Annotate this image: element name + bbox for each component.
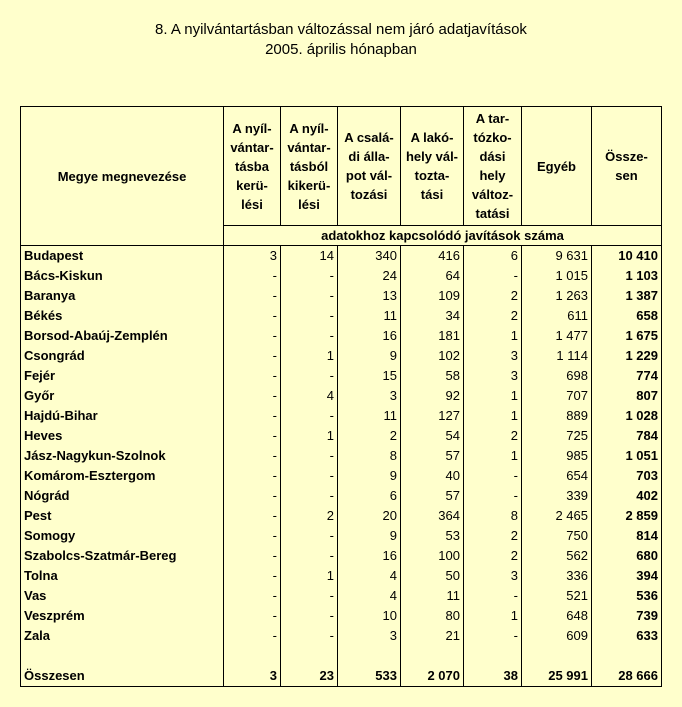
value-cell: 1	[464, 386, 522, 406]
value-cell: 2	[464, 286, 522, 306]
row-total-cell: 703	[592, 466, 662, 486]
value-cell: 2	[464, 306, 522, 326]
value-cell: -	[224, 626, 281, 646]
value-cell: 1	[464, 326, 522, 346]
value-cell: 889	[522, 406, 592, 426]
value-cell: 1	[281, 426, 338, 446]
row-total-cell: 1 229	[592, 346, 662, 366]
value-cell: 1	[464, 406, 522, 426]
value-cell: 9	[338, 346, 401, 366]
table-row	[21, 606, 662, 626]
value-cell: -	[281, 486, 338, 506]
col-header: A lakó-hely vál-tozta-tási	[401, 107, 464, 226]
county-name: Budapest	[21, 246, 224, 267]
value-cell: 9	[338, 526, 401, 546]
county-name: Hajdú-Bihar	[21, 406, 224, 426]
value-cell: -	[281, 446, 338, 466]
value-cell: 562	[522, 546, 592, 566]
table-row	[21, 446, 662, 466]
county-name: Borsod-Abaúj-Zemplén	[21, 326, 224, 346]
row-total-cell: 680	[592, 546, 662, 566]
value-cell: -	[224, 366, 281, 386]
value-cell: 100	[401, 546, 464, 566]
row-total-cell: 633	[592, 626, 662, 646]
value-cell: 521	[522, 586, 592, 606]
value-cell: 53	[401, 526, 464, 546]
value-cell: 15	[338, 366, 401, 386]
table-body	[21, 246, 662, 687]
spacer-cell	[401, 646, 464, 666]
value-cell: 9	[338, 466, 401, 486]
value-cell: 9 631	[522, 246, 592, 267]
value-cell: 533	[338, 666, 401, 687]
value-cell: 4	[338, 566, 401, 586]
value-cell: -	[464, 466, 522, 486]
value-cell: -	[281, 586, 338, 606]
value-cell: 725	[522, 426, 592, 446]
value-cell: -	[224, 546, 281, 566]
spacer-cell	[224, 646, 281, 666]
row-total-cell: 402	[592, 486, 662, 506]
value-cell: -	[281, 546, 338, 566]
value-cell: 2 465	[522, 506, 592, 526]
value-cell: 4	[338, 586, 401, 606]
value-cell: 50	[401, 566, 464, 586]
value-cell: 1	[464, 606, 522, 626]
table-row	[21, 266, 662, 286]
table-row	[21, 566, 662, 586]
value-cell: 64	[401, 266, 464, 286]
title-block	[0, 20, 682, 60]
value-cell: 10	[338, 606, 401, 626]
col-header: A csalá-di álla-pot vál-tozási	[338, 107, 401, 226]
value-cell: 1	[281, 566, 338, 586]
value-cell: -	[224, 486, 281, 506]
county-header: Megye megnevezése	[21, 107, 224, 246]
value-cell: -	[224, 426, 281, 446]
value-cell: 20	[338, 506, 401, 526]
value-cell: 3	[224, 246, 281, 267]
row-total-cell: 814	[592, 526, 662, 546]
value-cell: 8	[464, 506, 522, 526]
county-name: Veszprém	[21, 606, 224, 626]
row-total-cell: 1 103	[592, 266, 662, 286]
value-cell: 1	[281, 346, 338, 366]
col-header: A nyíl-vántar-tásba kerü-lési	[224, 107, 281, 226]
value-cell: 698	[522, 366, 592, 386]
value-cell: -	[224, 286, 281, 306]
value-cell: 127	[401, 406, 464, 426]
value-cell: -	[224, 466, 281, 486]
table-row	[21, 286, 662, 306]
value-cell: 8	[338, 446, 401, 466]
value-cell: 1 263	[522, 286, 592, 306]
row-total-cell: 1 387	[592, 286, 662, 306]
county-name: Pest	[21, 506, 224, 526]
row-total-cell: 1 051	[592, 446, 662, 466]
value-cell: -	[281, 306, 338, 326]
value-cell: 38	[464, 666, 522, 687]
value-cell: 181	[401, 326, 464, 346]
table-row	[21, 626, 662, 646]
row-total-cell: 1 028	[592, 406, 662, 426]
value-cell: 24	[338, 266, 401, 286]
table-row	[21, 426, 662, 446]
value-cell: -	[464, 626, 522, 646]
value-cell: 11	[338, 306, 401, 326]
value-cell: 25 991	[522, 666, 592, 687]
value-cell: 1	[464, 446, 522, 466]
col-header: A tar-tózko-dási hely változ-tatási	[464, 107, 522, 226]
value-cell: 654	[522, 466, 592, 486]
table-row	[21, 506, 662, 526]
value-cell: 3	[464, 366, 522, 386]
row-total-cell: 2 859	[592, 506, 662, 526]
value-cell: 11	[338, 406, 401, 426]
county-name: Tolna	[21, 566, 224, 586]
value-cell: 40	[401, 466, 464, 486]
value-cell: -	[281, 266, 338, 286]
table-row	[21, 346, 662, 366]
value-cell: 4	[281, 386, 338, 406]
value-cell: -	[281, 326, 338, 346]
value-cell: 416	[401, 246, 464, 267]
value-cell: 3	[464, 566, 522, 586]
row-total-cell: 774	[592, 366, 662, 386]
spacer-cell	[464, 646, 522, 666]
row-total-cell: 658	[592, 306, 662, 326]
row-total-cell: 536	[592, 586, 662, 606]
value-cell: -	[224, 326, 281, 346]
value-cell: 3	[464, 346, 522, 366]
value-cell: 21	[401, 626, 464, 646]
value-cell: 336	[522, 566, 592, 586]
value-cell: -	[464, 586, 522, 606]
value-cell: 609	[522, 626, 592, 646]
value-cell: 13	[338, 286, 401, 306]
county-name: Jász-Nagykun-Szolnok	[21, 446, 224, 466]
value-cell: 58	[401, 366, 464, 386]
value-cell: 2	[464, 526, 522, 546]
row-total-cell: 28 666	[592, 666, 662, 687]
county-name: Összesen	[21, 666, 224, 687]
value-cell: 92	[401, 386, 464, 406]
value-cell: 1 114	[522, 346, 592, 366]
value-cell: -	[224, 406, 281, 426]
value-cell: 2	[338, 426, 401, 446]
county-name: Baranya	[21, 286, 224, 306]
county-name: Békés	[21, 306, 224, 326]
table-row	[21, 406, 662, 426]
value-cell: -	[281, 406, 338, 426]
value-cell: 707	[522, 386, 592, 406]
value-cell: 23	[281, 666, 338, 687]
value-cell: 14	[281, 246, 338, 267]
county-name: Győr	[21, 386, 224, 406]
value-cell: 6	[464, 246, 522, 267]
row-total-cell: 394	[592, 566, 662, 586]
value-cell: 2	[281, 506, 338, 526]
county-name: Nógrád	[21, 486, 224, 506]
spacer-cell	[592, 646, 662, 666]
spacer-cell	[281, 646, 338, 666]
table-row	[21, 386, 662, 406]
table-row	[21, 246, 662, 267]
value-cell: -	[224, 566, 281, 586]
row-total-cell: 739	[592, 606, 662, 626]
value-cell: 11	[401, 586, 464, 606]
value-cell: 2	[464, 546, 522, 566]
page-subtitle: 2005. április hónapban	[265, 41, 417, 58]
value-cell: -	[224, 506, 281, 526]
value-cell: -	[224, 586, 281, 606]
value-cell: -	[281, 526, 338, 546]
value-cell: -	[224, 606, 281, 626]
table-row	[21, 326, 662, 346]
county-name: Vas	[21, 586, 224, 606]
county-name: Komárom-Esztergom	[21, 466, 224, 486]
value-cell: 2	[464, 426, 522, 446]
county-name: Fejér	[21, 366, 224, 386]
table-row	[21, 526, 662, 546]
county-name: Zala	[21, 626, 224, 646]
subheader: adatokhoz kapcsolódó javítások száma	[224, 226, 662, 246]
value-cell: 2 070	[401, 666, 464, 687]
value-cell: 3	[338, 386, 401, 406]
county-name: Csongrád	[21, 346, 224, 366]
col-header: Egyéb	[522, 107, 592, 226]
value-cell: -	[224, 306, 281, 326]
county-name: Bács-Kiskun	[21, 266, 224, 286]
value-cell: 750	[522, 526, 592, 546]
data-table	[20, 106, 662, 687]
col-header: Össze-sen	[592, 107, 662, 226]
value-cell: -	[464, 486, 522, 506]
value-cell: 54	[401, 426, 464, 446]
value-cell: 6	[338, 486, 401, 506]
value-cell: 1 015	[522, 266, 592, 286]
total-row	[21, 666, 662, 687]
value-cell: -	[224, 346, 281, 366]
county-name: Szabolcs-Szatmár-Bereg	[21, 546, 224, 566]
spacer-cell	[21, 646, 224, 666]
county-name: Heves	[21, 426, 224, 446]
value-cell: -	[464, 266, 522, 286]
value-cell: 611	[522, 306, 592, 326]
table-row	[21, 586, 662, 606]
spacer-row	[21, 646, 662, 666]
value-cell: 3	[224, 666, 281, 687]
value-cell: 57	[401, 486, 464, 506]
value-cell: 1 477	[522, 326, 592, 346]
row-total-cell: 10 410	[592, 246, 662, 267]
value-cell: 16	[338, 546, 401, 566]
value-cell: 109	[401, 286, 464, 306]
value-cell: 102	[401, 346, 464, 366]
table-row	[21, 486, 662, 506]
row-total-cell: 1 675	[592, 326, 662, 346]
value-cell: 364	[401, 506, 464, 526]
value-cell: 80	[401, 606, 464, 626]
table-row	[21, 466, 662, 486]
value-cell: 34	[401, 306, 464, 326]
value-cell: -	[224, 386, 281, 406]
value-cell: 340	[338, 246, 401, 267]
table-row	[21, 546, 662, 566]
value-cell: 3	[338, 626, 401, 646]
value-cell: 16	[338, 326, 401, 346]
row-total-cell: 807	[592, 386, 662, 406]
page-title: 8. A nyilvántartásban változással nem járó adatjavítások	[155, 21, 527, 38]
value-cell: 57	[401, 446, 464, 466]
value-cell: -	[224, 446, 281, 466]
value-cell: -	[281, 366, 338, 386]
value-cell: 648	[522, 606, 592, 626]
value-cell: -	[281, 606, 338, 626]
spacer-cell	[338, 646, 401, 666]
spacer-cell	[522, 646, 592, 666]
value-cell: -	[281, 286, 338, 306]
value-cell: -	[224, 266, 281, 286]
county-name: Somogy	[21, 526, 224, 546]
value-cell: 339	[522, 486, 592, 506]
table-row	[21, 306, 662, 326]
value-cell: 985	[522, 446, 592, 466]
row-total-cell: 784	[592, 426, 662, 446]
col-header: A nyíl-vántar-tásból kikerü-lési	[281, 107, 338, 226]
table-row	[21, 366, 662, 386]
value-cell: -	[224, 526, 281, 546]
value-cell: -	[281, 466, 338, 486]
value-cell: -	[281, 626, 338, 646]
